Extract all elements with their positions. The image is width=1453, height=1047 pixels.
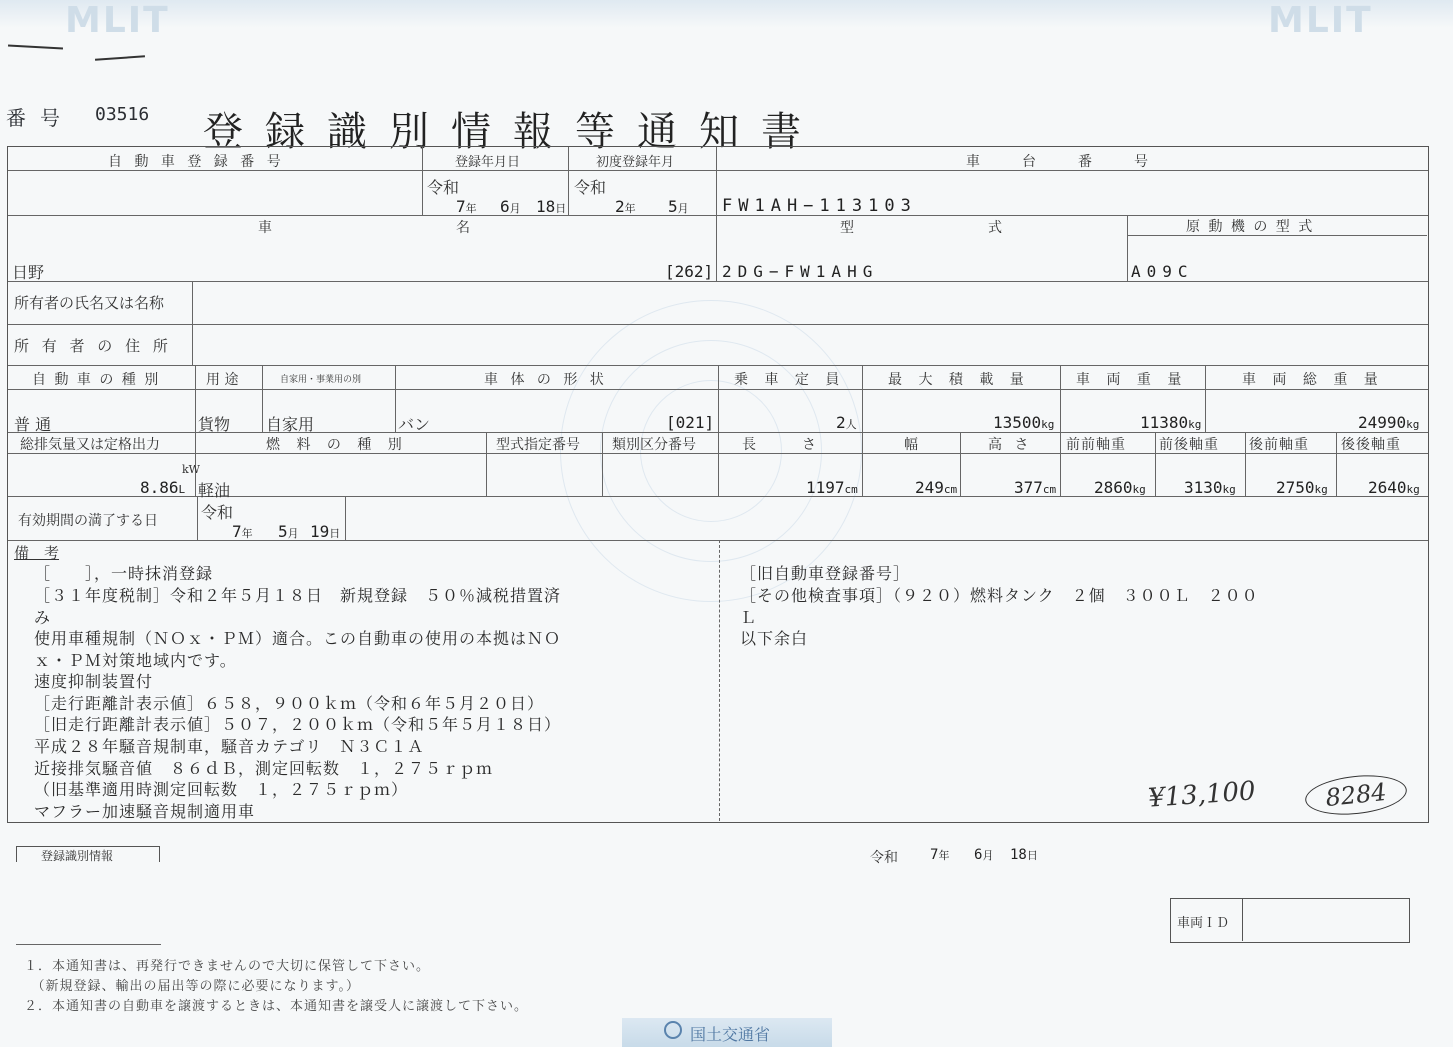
- pen-stroke: [95, 55, 145, 60]
- footnote-2: ２．本通知書の自動車を譲渡するときは、本通知書を譲受人に譲渡して下さい。: [24, 999, 529, 1014]
- capacity-value: 2人: [836, 413, 857, 432]
- name-label: 名: [456, 220, 470, 236]
- use-value: 貨物: [198, 415, 231, 434]
- expiry-label: 有効期間の満了する日: [18, 513, 158, 529]
- max-load-label: 最 大 積 載 量: [888, 372, 1030, 388]
- ministry-name: 国土交通省: [690, 1025, 771, 1044]
- expiry-era: 令和: [201, 503, 234, 522]
- remark-right-line: 以下余白: [740, 629, 809, 648]
- vehicle-id-label: 車両ＩＤ: [1177, 916, 1230, 931]
- rear-rear-axle-label: 後後軸重: [1341, 437, 1401, 453]
- rear-front-axle-value: 2750kg: [1276, 478, 1328, 497]
- remark-line: ［３１年度税制］令和２年５月１８日 新規登録 ５０％減税措置済: [34, 586, 562, 605]
- expiry-day: 19日: [310, 522, 341, 541]
- private-business-value: 自家用: [266, 415, 315, 434]
- width-value: 249cm: [915, 478, 958, 497]
- max-load-value: 13500kg: [993, 413, 1055, 432]
- remark-right-line: ［旧自動車登録番号］: [740, 564, 911, 583]
- type-designation-label: 型式指定番号: [496, 437, 580, 453]
- handwritten-circled-code: 8284: [1303, 771, 1408, 819]
- body-shape-code: [021]: [666, 413, 715, 432]
- issue-day: 18日: [1010, 847, 1038, 863]
- remark-line: ｘ・ＰＭ対策地域内です。: [34, 651, 237, 670]
- first-reg-year: 2年: [615, 197, 636, 216]
- private-business-label: 自家用・事業用の別: [280, 375, 362, 385]
- remarks-label: 備 考: [14, 544, 60, 562]
- handwritten-price: ¥13,100: [1147, 776, 1257, 814]
- footnote-1-sub: （新規登録、輸出の届出等の際に必要になります。）: [24, 979, 360, 994]
- displacement-label: 総排気量又は定格出力: [20, 437, 160, 453]
- top-guilloche-band: [0, 0, 1453, 28]
- height-value: 377cm: [1014, 478, 1057, 497]
- first-reg-label: 初度登録年月: [596, 155, 675, 170]
- rear-rear-axle-value: 2640kg: [1368, 478, 1420, 497]
- displacement-value: 8.86L: [140, 478, 186, 497]
- remark-line: 平成２８年騒音規制車，騒音カテゴリ Ｎ３Ｃ１Ａ: [34, 737, 425, 756]
- id-info-tab: 登録識別情報: [16, 846, 160, 862]
- ministry-logo-icon: [664, 1021, 682, 1039]
- engine-type-value: A09C: [1131, 262, 1194, 281]
- front-front-axle-value: 2860kg: [1094, 478, 1146, 497]
- front-rear-axle-label: 前後軸重: [1159, 437, 1219, 453]
- remark-line: 使用車種規制（ＮＯｘ・ＰＭ）適合。この自動車の使用の本拠はＮＯ: [34, 629, 562, 648]
- footnote-1: １．本通知書は、再発行できませんので大切に保管して下さい。: [24, 959, 431, 974]
- rear-front-axle-label: 後前軸重: [1249, 437, 1309, 453]
- mlit-logo-right: MLIT: [1268, 0, 1373, 41]
- owner-name-label: 所有者の氏名又は名称: [14, 294, 165, 312]
- mlit-logo-left: MLIT: [65, 0, 170, 41]
- expiry-month: 5月: [278, 522, 299, 541]
- reg-date-era: 令和: [427, 178, 460, 197]
- chassis-number: FW1AH−113103: [722, 196, 917, 216]
- class-number-label: 類別区分番号: [612, 437, 696, 453]
- issue-year: 7年: [930, 847, 950, 863]
- remark-line: ［ ］，一時抹消登録: [34, 564, 214, 583]
- pen-stroke: [8, 45, 63, 50]
- car-label: 車: [258, 220, 272, 236]
- car-name: 日野: [12, 263, 45, 282]
- front-rear-axle-value: 3130kg: [1184, 478, 1236, 497]
- length-label: 長 さ: [742, 437, 822, 453]
- document-number-label: 番号: [6, 106, 74, 130]
- remark-line: み: [34, 608, 52, 627]
- capacity-label: 乗 車 定 員: [734, 372, 846, 388]
- car-name-code: [262]: [665, 262, 714, 281]
- body-shape-label: 車 体 の 形 状: [484, 372, 608, 388]
- body-shape-value: バン: [398, 415, 431, 434]
- first-reg-era: 令和: [574, 178, 607, 197]
- vehicle-kind-label: 自 動 車 の 種 別: [32, 372, 161, 388]
- reg-number-label: 自 動 車 登 録 番 号: [108, 154, 285, 170]
- gross-weight-value: 24990kg: [1358, 413, 1420, 432]
- type-label: 式: [988, 220, 1002, 236]
- vehicle-weight-label: 車 両 重 量: [1076, 372, 1188, 388]
- document-number: 03516: [95, 104, 150, 125]
- remark-line: 近接排気騒音値 ８６ｄＢ，測定回転数 １，２７５ｒｐｍ: [34, 759, 494, 778]
- front-front-axle-label: 前前軸重: [1066, 437, 1126, 453]
- remark-right-line: Ｌ: [740, 608, 758, 627]
- first-reg-month: 5月: [668, 197, 689, 216]
- remark-line: ［走行距離計表示値］６５８，９００ｋｍ（令和６年５月２０日）: [34, 694, 545, 713]
- height-label: 高 さ: [988, 437, 1033, 453]
- document-title: 登録識別情報等通知書: [203, 109, 823, 155]
- model-label: 型: [840, 220, 854, 236]
- remark-line: 速度抑制装置付: [34, 672, 154, 691]
- chassis-label: 車 台 番 号: [966, 154, 1148, 170]
- remark-line: ［旧走行距離計表示値］５０７，２００ｋｍ（令和５年５月１８日）: [34, 715, 562, 734]
- issue-era: 令和: [870, 850, 898, 866]
- reg-date-month: 6月: [500, 197, 521, 216]
- issue-month: 6月: [974, 847, 994, 863]
- vehicle-weight-value: 11380kg: [1140, 413, 1202, 432]
- remark-line: （旧基準適用時測定回転数 １，２７５ｒｐｍ）: [34, 780, 409, 799]
- reg-date-year: 7年: [456, 197, 477, 216]
- use-label: 用 途: [206, 372, 239, 388]
- owner-address-label: 所 有 者 の 住 所: [14, 337, 172, 355]
- vehicle-kind: 普 通: [14, 415, 52, 434]
- reg-date-label: 登録年月日: [455, 155, 521, 170]
- model-value: 2DG−FW1AHG: [722, 262, 879, 281]
- length-value: 1197cm: [806, 478, 858, 497]
- reg-date-day: 18日: [536, 197, 567, 216]
- remark-right-line: ［その他検査事項］（９２０）燃料タンク ２個 ３００Ｌ ２００: [740, 586, 1259, 605]
- remark-line: マフラー加速騒音規制適用車: [34, 802, 256, 821]
- kw-unit: kW: [182, 463, 200, 476]
- gross-weight-label: 車 両 総 重 量: [1242, 372, 1384, 388]
- fuel-type-value: 軽油: [198, 481, 231, 500]
- engine-type-label: 原 動 機 の 型 式: [1186, 219, 1315, 235]
- width-label: 幅: [904, 437, 918, 453]
- fuel-type-label: 燃 料 の 種 別: [266, 437, 408, 453]
- expiry-year: 7年: [232, 522, 253, 541]
